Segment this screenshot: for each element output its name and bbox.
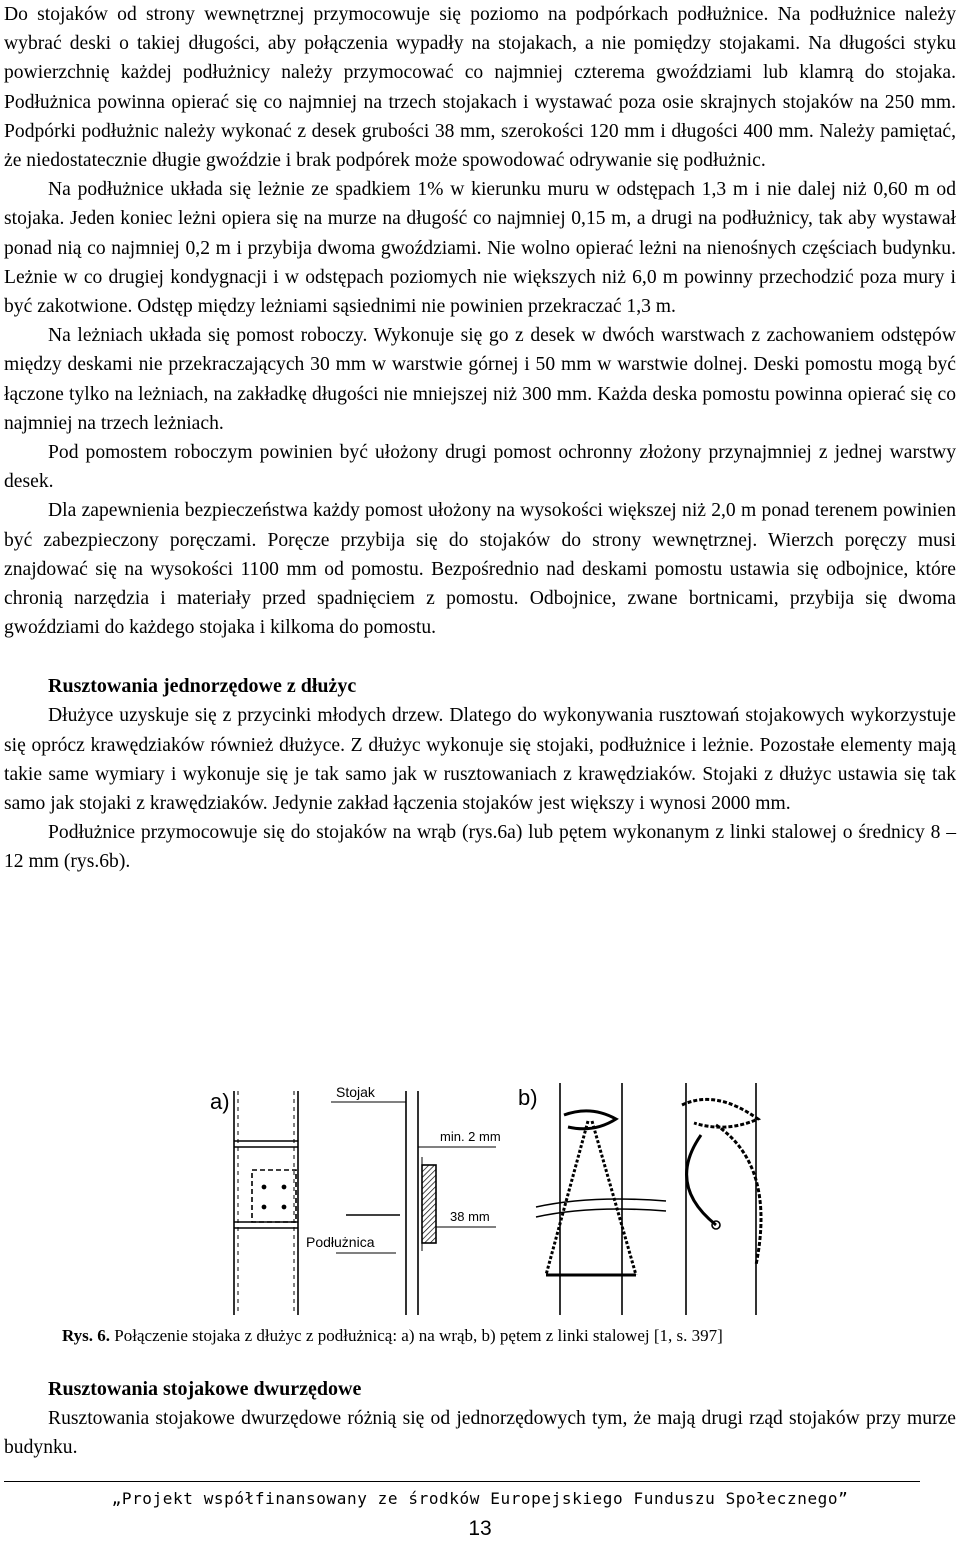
label-min-2mm: min. 2 mm [440, 1129, 501, 1144]
paragraph: Dla zapewnienia bezpieczeństwa każdy pomost ułożony na wysokości większej niż 2,0 m ponad terenem powinien być zabezpieczony poręczami. Poręcze przybija się do stojaków do strony wewnętrznej. Wierzch poręczy musi znajdować się na wysokości 1100 mm od pomostu. Bezpośrednio nad deskami pomostu ustawia się odbojnice, które chronią narzędzia i materiały przed spadnięciem z pomostu. Odbojnice, zwane bortnicami, przybija się dwoma gwoździami do każdego stojaka i kilkoma do pomostu. [4, 500, 956, 639]
label-38mm: 38 mm [450, 1209, 490, 1224]
paragraph: Na leżniach układa się pomost roboczy. Wykonuje się go z desek w dwóch warstwach z zachowaniem odstępów między deskami nie przekraczających 30 mm w warstwie górnej i 50 mm w warstwie dolnej. Deski pomostu mogą być łączone tylko na leżniach, na zakładkę długości nie mniejszej niż 300 mm. Każda deska pomostu powinna opierać się co najmniej na trzech leżniach. [4, 325, 956, 434]
joint-a-drawing [234, 1091, 496, 1315]
figure-6-diagram [196, 1075, 786, 1315]
section-2 [4, 1375, 956, 1462]
footer-text: „Projekt współfinansowany ze środków Europejskiego Funduszu Społecznego” [111, 1489, 849, 1508]
joint-b-rope-drawing [536, 1083, 761, 1315]
figure-label-b: b) [518, 1085, 538, 1110]
paragraph: Pod pomostem roboczym powinien być ułożony drugi pomost ochronny złożony przynajmniej z jednej warstwy desek. [4, 442, 956, 493]
label-stojak: Stojak [336, 1084, 375, 1100]
page-number: 13 [468, 1517, 492, 1540]
figure-label-a: a) [210, 1089, 230, 1114]
footer-divider [4, 1481, 920, 1482]
paragraph: Podłużnice przymocowuje się do stojaków na wrąb (rys.6a) lub pętem wykonanym z linki stalowej o średnicy 8 – 12 mm (rys.6b). [4, 822, 956, 873]
paragraph: Na podłużnice układa się leżnie ze spadkiem 1% w kierunku muru w odstępach 1,3 m i nie dalej niż 0,60 m od stojaka. Jeden koniec leżni opiera się na murze na długość co najmniej 0,15 m, a drugi na podłużnicy, tak aby wystawał ponad nią co najmniej 0,2 m i przybija dwoma gwoździami. Nie wolno opierać leżni na nienośnych częściach budynku. Leżnie w co drugiej kondygnacji i w odstępach poziomych nie większych niż 6,0 m powinny przechodzić poza mury i być zakotwione. Odstęp między leżniami sąsiednimi nie powinien przekraczać 1,3 m. [4, 179, 956, 318]
label-podluznica: Podłużnica [306, 1234, 375, 1250]
document-page [4, 0, 956, 877]
section-heading: Rusztowania jednorzędowe z dłużyc [48, 675, 357, 698]
paragraph: Dłużyce uzyskuje się z przycinki młodych drzew. Dlatego do wykonywania rusztowań stojakowych wykorzystuje się oprócz krawędziaków również dłużyce. Z dłużyc wykonuje się stojaki, podłużnice i leżnie. Pozostałe elementy mają takie same wymiary i wykonuje się je tak samo jak w rusztowaniach z krawędziaków. Stojaki z dłużyc ustawia się tak samo jak stojaki z krawędziaków. Jedynie zakład łączenia stojaków jest większy i wynosi 2000 mm. [4, 705, 956, 815]
section-heading: Rusztowania stojakowe dwurzędowe [48, 1378, 362, 1400]
caption-text: Połączenie stojaka z dłużyc z podłużnicą: a) na wrąb, b) pętem z linki stalowej [1, s. 397] [110, 1326, 723, 1345]
paragraph: Do stojaków od strony wewnętrznej przymocowuje się poziomo na podpórkach podłużnice. Na podłużnice należy wybrać deski o takiej długości, aby połączenia wypadły na stojakach, a nie pomiędzy stojakami. Na długości styku powierzchnię każdej podłużnicy należy przymocować co najmniej czterema gwoździami lub klamrą do stojaka. Podłużnica powinna opierać się co najmniej na trzech stojakach i wystawać poza osie skrajnych stojaków na 250 mm. Podpórki podłużnic należy wykonać z desek grubości 38 mm, szerokości 120 mm i długości 400 mm. Należy pamiętać, że niedostatecznie długie gwoździe i brak podpórek może spowodować odrywanie się podłużnic. [4, 4, 956, 172]
caption-label: Rys. 6. [62, 1326, 111, 1345]
figure-caption [62, 1324, 942, 1348]
paragraph: Rusztowania stojakowe dwurzędowe różnią się od jednorzędowych tym, że mają drugi rząd stojaków przy murze budynku. [4, 1408, 956, 1459]
